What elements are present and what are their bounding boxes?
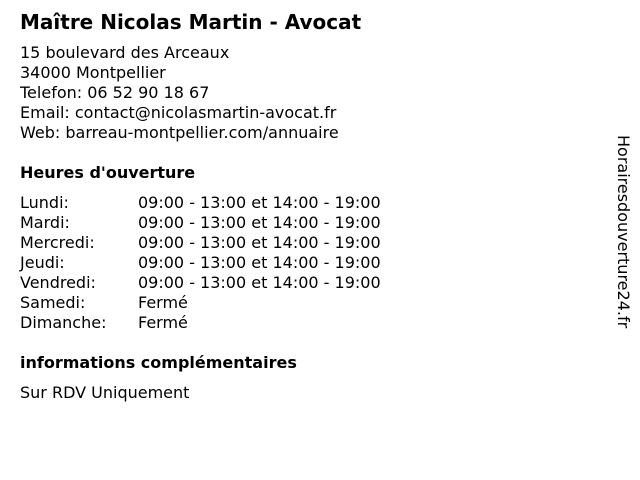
email-address: Email: contact@nicolasmartin-avocat.fr <box>20 103 337 122</box>
phone-number: Telefon: 06 52 90 18 67 <box>20 83 210 102</box>
day-label: Jeudi: <box>20 253 65 272</box>
street-address: 15 boulevard des Arceaux <box>20 43 230 62</box>
website-address: Web: barreau-montpellier.com/annuaire <box>20 123 339 142</box>
time-value: 09:00 - 13:00 et 14:00 - 19:00 <box>138 253 381 272</box>
opening-hours-heading: Heures d'ouverture <box>20 163 196 182</box>
additional-info-text: Sur RDV Uniquement <box>20 383 190 402</box>
day-label: Dimanche: <box>20 313 107 332</box>
day-label: Lundi: <box>20 193 69 212</box>
time-value: 09:00 - 13:00 et 14:00 - 19:00 <box>138 233 381 252</box>
city-address: 34000 Montpellier <box>20 63 166 82</box>
time-value: 09:00 - 13:00 et 14:00 - 19:00 <box>138 193 381 212</box>
day-label: Vendredi: <box>20 273 96 292</box>
time-value: 09:00 - 13:00 et 14:00 - 19:00 <box>138 273 381 292</box>
site-watermark: Horairesdouverture24.fr <box>614 135 633 329</box>
contact-block <box>20 43 339 143</box>
day-label: Mercredi: <box>20 233 95 252</box>
time-value: Fermé <box>138 313 188 332</box>
day-label: Mardi: <box>20 213 70 232</box>
time-value: 09:00 - 13:00 et 14:00 - 19:00 <box>138 213 381 232</box>
time-value: Fermé <box>138 293 188 312</box>
additional-info-heading: informations complémentaires <box>20 353 297 372</box>
day-label: Samedi: <box>20 293 86 312</box>
page-title: Maître Nicolas Martin - Avocat <box>20 10 362 34</box>
